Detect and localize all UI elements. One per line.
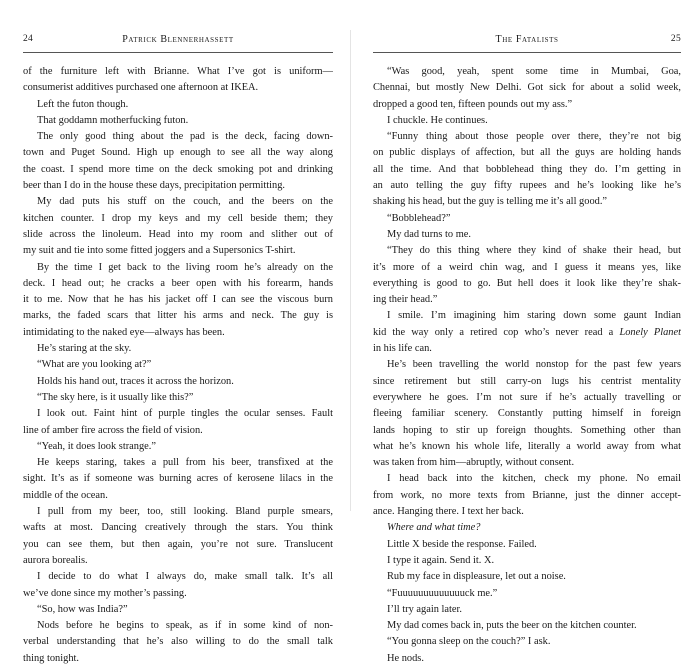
line-text: kid the way only a retired cop who’s never read a (373, 326, 620, 338)
line-text: consumerist additives purchased one afternoon at IKEA. (23, 82, 259, 94)
line-text: an auto telling the guy fifty rupees and he’s looking like he’s (373, 180, 681, 192)
text-line (373, 520, 681, 536)
line-text: sight. It’s as if someone was burning acres of kerosene lilacs in the (23, 473, 333, 485)
text-line (23, 113, 333, 129)
text-line (373, 553, 681, 569)
text-line (373, 113, 681, 129)
line-text: marks, the faded scars that litter his arms and neck. The guy is (23, 310, 333, 322)
right-running-head (373, 34, 681, 48)
text-line (23, 211, 333, 227)
line-text: Holds his hand out, traces it across the horizon. (37, 375, 234, 387)
text-line (23, 276, 333, 292)
line-text: I type it again. Send it. X. (387, 554, 495, 566)
line-text: all the time. And that bobblehead thing they do. I’m getting in (373, 163, 681, 175)
text-line (373, 537, 681, 553)
text-line (373, 406, 681, 422)
right-body-text (373, 64, 681, 667)
text-line (23, 651, 333, 667)
right-page-number: 25 (670, 34, 681, 44)
text-line (373, 97, 681, 113)
text-line (23, 439, 333, 455)
text-line (23, 227, 333, 243)
text-line (373, 569, 681, 585)
text-line (373, 194, 681, 210)
line-text: Nods before he begins to speak, as if in some kind of non- (37, 620, 333, 632)
left-page (23, 0, 333, 664)
text-line (373, 211, 681, 227)
right-page (373, 0, 681, 664)
italic-text: Lonely Planet (619, 326, 681, 338)
line-text: Left the futon though. (37, 98, 129, 110)
text-line (23, 406, 333, 422)
text-line (23, 520, 333, 536)
text-line (373, 357, 681, 373)
text-line (23, 390, 333, 406)
line-text: I’ll try again later. (387, 603, 463, 615)
line-text: Chennai, but mostly New Delhi. Got sick for about a solid week, (373, 82, 681, 94)
text-line (23, 357, 333, 373)
line-text: intimidating to the naked eye—always has been. (23, 326, 225, 338)
text-line (373, 423, 681, 439)
line-text: line of amber fire across the field of vision. (23, 424, 203, 436)
text-line (23, 80, 333, 96)
line-text: middle of the ocean. (23, 489, 108, 501)
text-line (23, 325, 333, 341)
line-text: fleeing familiar scenery. Constantly putting himself in foreign (373, 408, 681, 420)
line-text: you can see them, but then again, you’re not sure. Translucent (23, 538, 333, 550)
line-text: verbal understanding that he’s also willing to do the small talk (23, 636, 333, 648)
line-text: I pull from my beer, too, still looking. Bland purple smears, (37, 506, 333, 518)
line-text: in his life can. (373, 343, 432, 355)
line-text: “The sky here, is it usually like this?” (37, 391, 194, 403)
text-line (373, 292, 681, 308)
text-line (23, 145, 333, 161)
line-text: it to me. Now that he has his jacket off I can see the viscous burn (23, 294, 333, 306)
line-text: I chuckle. He continues. (387, 114, 488, 126)
line-text: everywhere he goes. I’m not sure if he’s actually travelling or (373, 391, 681, 403)
line-text: He’s been travelling the world nonstop for the past few years (387, 359, 681, 371)
text-line (373, 260, 681, 276)
line-text: He nods. (387, 652, 424, 664)
line-text: The only good thing about the pad is the deck, facing down- (37, 131, 333, 143)
text-line (23, 423, 333, 439)
text-line (373, 618, 681, 634)
line-text: the coast. I spend more time on the deck smoking pot and drinking (23, 163, 333, 175)
text-line (23, 634, 333, 650)
text-line (23, 162, 333, 178)
text-line (23, 471, 333, 487)
line-text: I head back into the kitchen, check my phone. No email (387, 473, 681, 485)
text-line (373, 634, 681, 650)
text-line (23, 341, 333, 357)
line-text: My dad puts his stuff on the couch, and the beers on the (37, 196, 333, 208)
line-text: was taken from him—abruptly, without consent. (373, 457, 575, 469)
line-text: “What are you looking at?” (37, 359, 152, 371)
text-line (23, 553, 333, 569)
text-line (23, 374, 333, 390)
text-line (373, 586, 681, 602)
text-line (373, 439, 681, 455)
text-line (373, 276, 681, 292)
text-line (23, 243, 333, 259)
line-text: By the time I get back to the living room he’s already on the (37, 261, 333, 273)
text-line (373, 602, 681, 618)
line-text: from work, no more texts from Brianne, just the dinner accept- (373, 489, 681, 501)
text-line (373, 651, 681, 667)
text-line (373, 178, 681, 194)
line-text: “So, how was India?” (37, 603, 128, 615)
left-header-rule (23, 52, 333, 53)
text-line (23, 292, 333, 308)
line-text: He keeps staring, takes a pull from his beer, transfixed at the (37, 457, 333, 469)
text-line (23, 308, 333, 324)
line-text: My dad turns to me. (387, 228, 471, 240)
line-text: That goddamn motherfucking futon. (37, 114, 189, 126)
line-text: shaking his head, but the guy is telling me it’s all good.” (373, 196, 608, 208)
line-text: He’s staring at the sky. (37, 343, 132, 355)
line-text: aurora borealis. (23, 554, 88, 566)
line-text: I smile. I’m imagining him staring down some gaunt Indian (387, 310, 681, 322)
line-text: deck. I head out; he cracks a beer open with his forearm, hands (23, 277, 333, 289)
text-line (373, 64, 681, 80)
text-line (373, 341, 681, 357)
line-text: “They do this thing where they kind of shake their head, but (387, 245, 681, 257)
right-running-title: The Fatalists (495, 34, 559, 45)
text-line (373, 374, 681, 390)
line-text: “Funny thing about those people over there, they’re not big (387, 131, 681, 143)
line-text: I look out. Faint hint of purple tingles the ocular senses. Fault (37, 408, 333, 420)
left-running-head (23, 34, 333, 48)
line-text: “Yeah, it does look strange.” (37, 440, 156, 452)
line-text: slide across the linoleum. Head into my room and slither out of (23, 228, 333, 240)
text-line (23, 455, 333, 471)
text-line (373, 162, 681, 178)
left-page-number: 24 (23, 34, 34, 44)
text-line (23, 97, 333, 113)
line-text: my suit and tie into some fitted joggers and a Supersonics T-shirt. (23, 245, 296, 257)
line-text: town and Puget Sound. High up enough to see all the way along (23, 147, 333, 159)
line-text: it’s more of a weird chin wag, and I guess it means yes, like (373, 261, 681, 273)
line-text: ing their head.” (373, 294, 438, 306)
line-text: thing tonight. (23, 652, 79, 664)
line-text: kitchen counter. I drop my keys and my cell beside them; they (23, 212, 333, 224)
line-text: Little X beside the response. Failed. (387, 538, 537, 550)
line-text: My dad comes back in, puts the beer on the kitchen counter. (387, 620, 637, 632)
right-header-rule (373, 52, 681, 53)
left-running-title: Patrick Blennerhassett (122, 34, 234, 45)
text-line (23, 64, 333, 80)
text-line (373, 390, 681, 406)
line-text: on public displays of affection, but all the guys are holding hands (373, 147, 681, 159)
text-line (373, 227, 681, 243)
line-text: “Bobblehead?” (387, 212, 451, 224)
text-line (23, 537, 333, 553)
text-line (23, 260, 333, 276)
line-text: beer than I do in the house these days, precipitation permitting. (23, 180, 286, 192)
text-line (373, 243, 681, 259)
line-text: dropped a good ten, fifteen pounds out my ass.” (373, 98, 573, 110)
text-line (23, 586, 333, 602)
line-text: we’ve done since my mother’s passing. (23, 587, 187, 599)
text-line (373, 308, 681, 324)
text-line (23, 194, 333, 210)
text-line (23, 178, 333, 194)
text-line (23, 602, 333, 618)
line-text: “You gonna sleep on the couch?” I ask. (387, 636, 551, 648)
line-text: lands hoping to stir up foreign thoughts. Something other than (373, 424, 681, 436)
text-line (373, 145, 681, 161)
text-line (23, 618, 333, 634)
line-text: ance. Hanging there. I text her back. (373, 506, 524, 518)
text-line (373, 80, 681, 96)
line-text: wafts at most. Dancing creatively through the stars. You think (23, 522, 333, 534)
text-line (373, 455, 681, 471)
text-line (373, 129, 681, 145)
gutter-shadow (350, 30, 351, 511)
line-text: since retirement but still carry-on lugs his centrist mentality (373, 375, 681, 387)
text-line (373, 504, 681, 520)
line-text: everything is good to go. But hell does it look like they’re shak- (373, 277, 681, 289)
text-line (23, 569, 333, 585)
text-line (23, 488, 333, 504)
line-text: I decide to do what I always do, make small talk. It’s all (37, 571, 333, 583)
text-line (373, 471, 681, 487)
line-text: “Fuuuuuuuuuuuuuck me.” (387, 587, 498, 599)
text-line (23, 504, 333, 520)
line-text: what he’s known his whole life, literally a world away from what (373, 440, 681, 452)
text-line (23, 129, 333, 145)
line-text: “Was good, yeah, spent some time in Mumbai, Goa, (387, 66, 681, 77)
text-line (373, 325, 681, 341)
line-text: Rub my face in displeasure, let out a noise. (387, 571, 566, 583)
text-line (373, 488, 681, 504)
left-body-text (23, 64, 333, 667)
line-text: of the furniture left with Brianne. What I’ve got is uniform— (23, 66, 333, 77)
italic-text: Where and what time? (387, 522, 481, 534)
